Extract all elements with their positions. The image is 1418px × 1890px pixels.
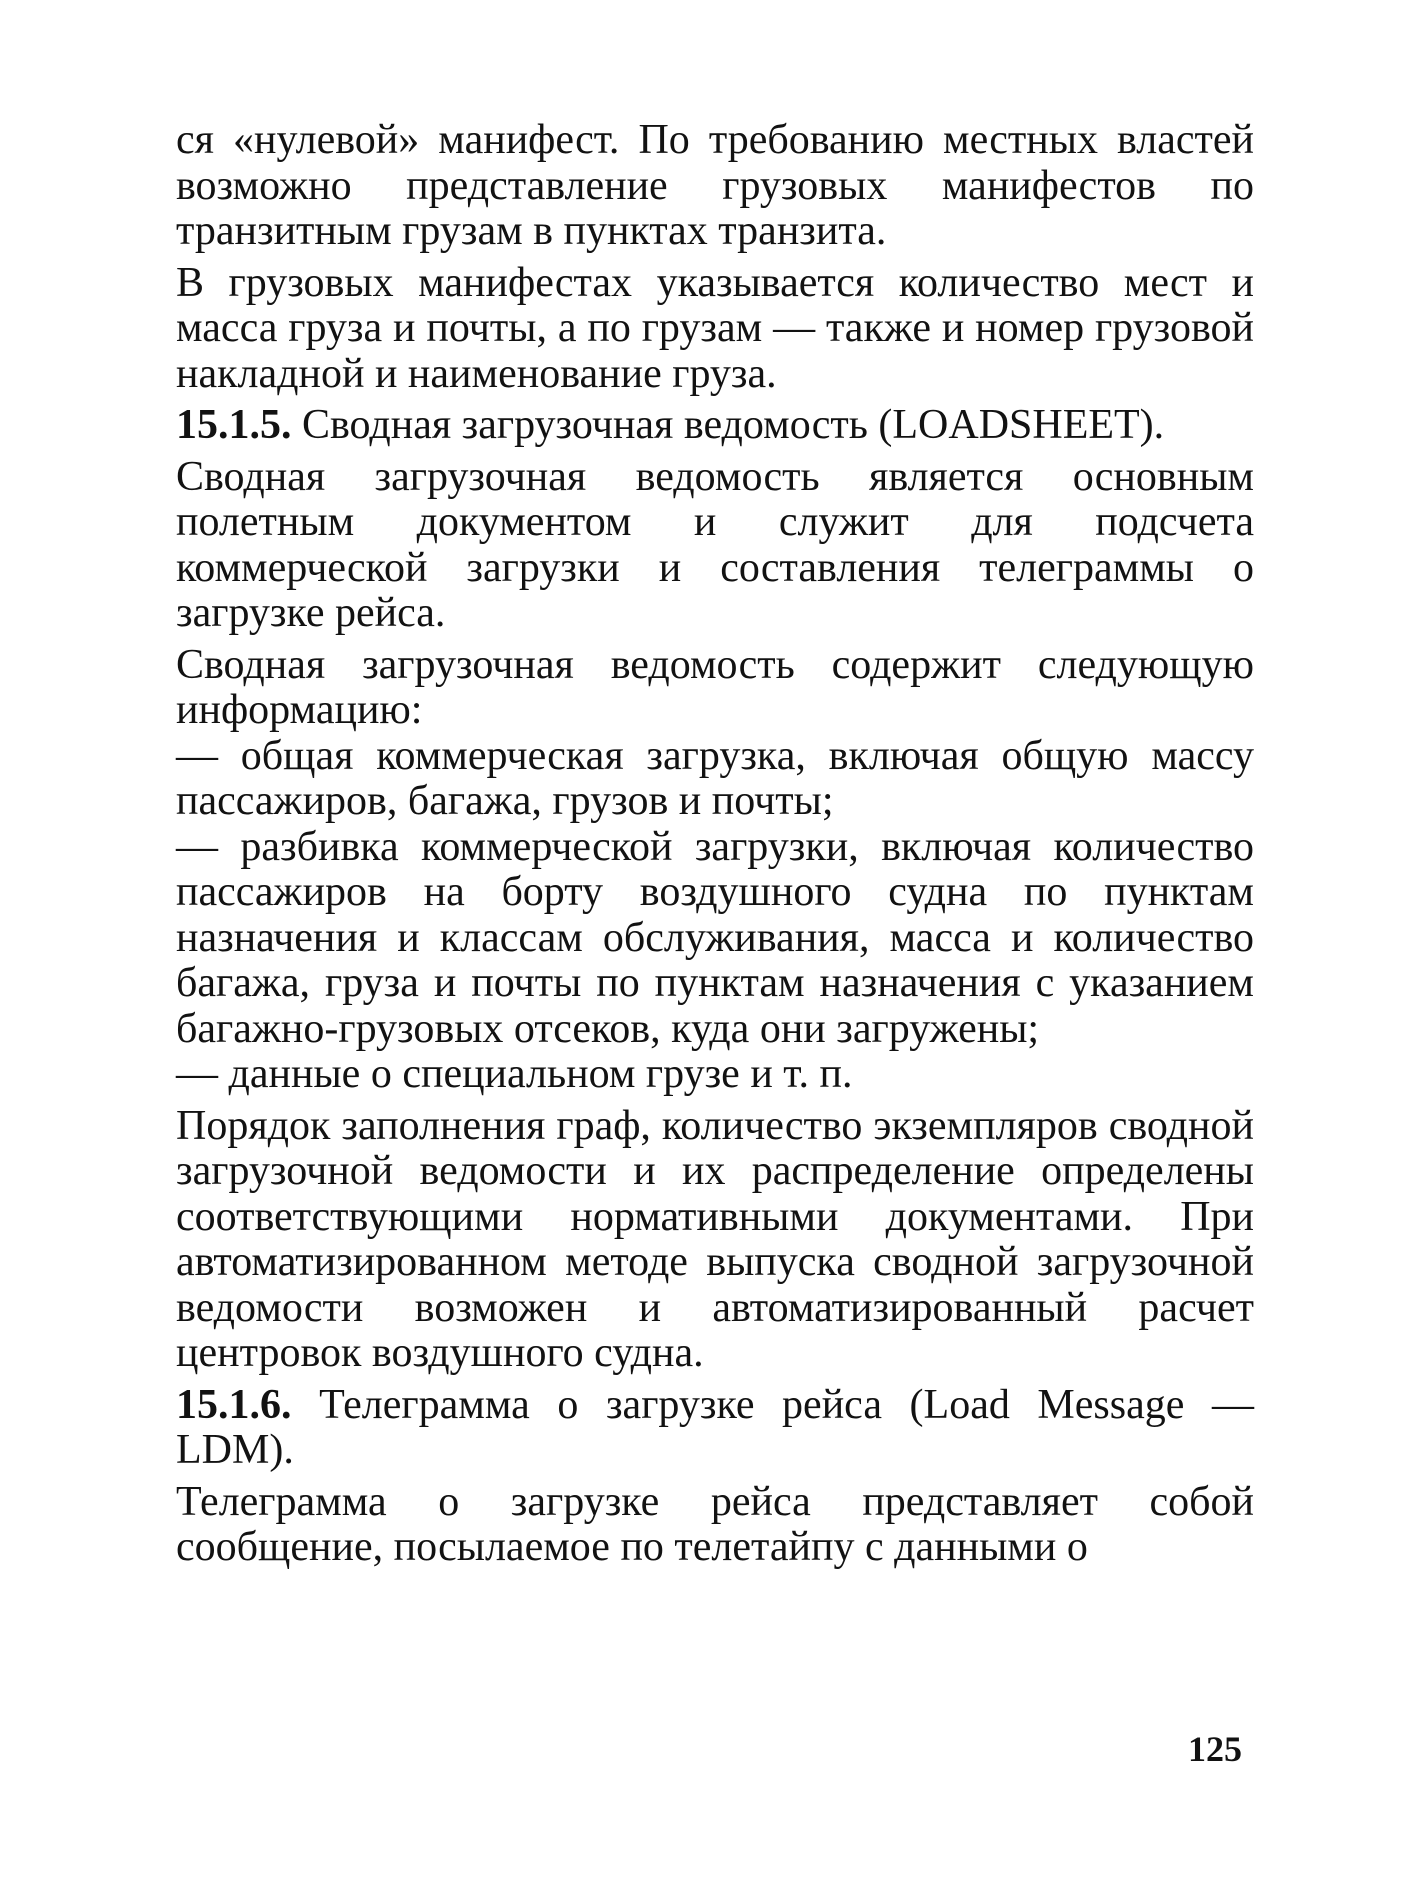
section-number: 15.1.6.	[176, 1381, 292, 1428]
paragraph-zero-manifest: ся «нулевой» манифест. По требованию местных властей возможно представление грузовых манифестов по транзитным грузам в пунктах транзита.	[176, 117, 1254, 254]
section-title: Телеграмма о загрузке рейса (Load Message — LDM).	[176, 1381, 1254, 1473]
section-title: Сводная загрузочная ведомость (LOADSHEET).	[302, 402, 1165, 448]
page-body	[176, 118, 1254, 1577]
page-number: 125	[1188, 1729, 1242, 1769]
section-heading-ldm	[176, 1383, 1254, 1474]
paragraph-ldm-definition: Телеграмма о загрузке рейса представляет собой сообщение, посылаемое по телетайпу с данными о	[176, 1478, 1254, 1570]
list-item: — разбивка коммерческой загрузки, включая количество пассажиров на борту воздушного судна по пунктам назначения и классам обслуживания, масса и количество багажа, груза и почты по пунктам назначения с указанием багажно-грузовых отсеков, куда они загружены;	[176, 823, 1254, 1052]
paragraph-loadsheet-purpose: Сводная загрузочная ведомость является основным полетным документом и служит для подсчета коммерческой загрузки и составления телеграммы о загрузке рейса.	[176, 453, 1254, 636]
section-heading-loadsheet	[176, 403, 1254, 449]
list-item: — данные о специальном грузе и т. п.	[176, 1051, 853, 1097]
paragraph-loadsheet-contents: Сводная загрузочная ведомость содержит следующую информацию:	[176, 641, 1254, 733]
list-item: — общая коммерческая загрузка, включая общую массу пассажиров, багажа, грузов и почты;	[176, 732, 1254, 824]
section-number: 15.1.5.	[176, 402, 292, 448]
paragraph-filling-order: Порядок заполнения граф, количество экземпляров сводной загрузочной ведомости и их распределение определены соответствующими нормативными документами. При автоматизированном методе выпуска сводной загрузочной ведомости возможен и автоматизированный расчет центровок воздушного судна.	[176, 1102, 1254, 1376]
paragraph-cargo-manifests: В грузовых манифестах указывается количество мест и масса груза и почты, а по грузам — также и номер грузовой накладной и наименование груза.	[176, 259, 1254, 397]
